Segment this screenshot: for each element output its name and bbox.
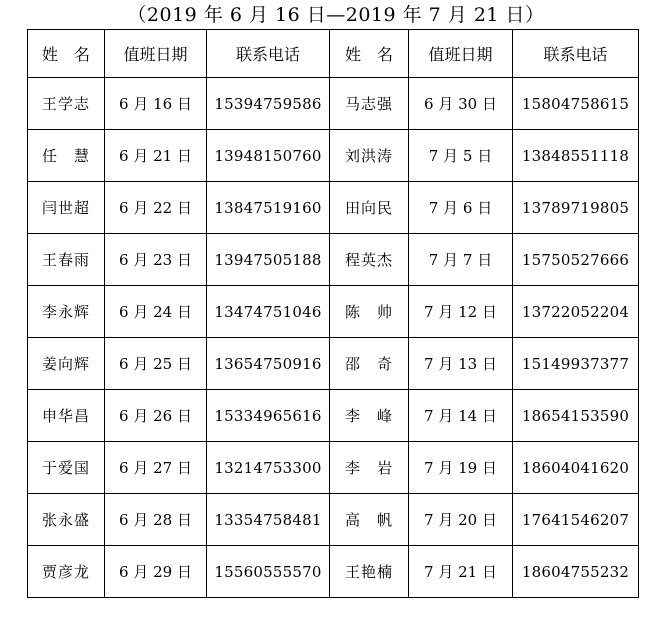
header-name: 姓 名 (330, 30, 409, 78)
table-row (28, 546, 639, 598)
phone-number: 15394759586 (207, 78, 330, 130)
phone-number: 15804758615 (513, 78, 639, 130)
duty-date: 6 月 27 日 (105, 442, 207, 494)
phone-number: 13789719805 (513, 182, 639, 234)
duty-date: 6 月 25 日 (105, 338, 207, 390)
duty-date: 6 月 24 日 (105, 286, 207, 338)
duty-name: 王春雨 (28, 234, 105, 286)
duty-date: 6 月 26 日 (105, 390, 207, 442)
duty-name: 王艳楠 (330, 546, 409, 598)
duty-date: 7 月 5 日 (409, 130, 513, 182)
phone-number: 13214753300 (207, 442, 330, 494)
duty-name: 张永盛 (28, 494, 105, 546)
table-row (28, 286, 639, 338)
duty-date: 6 月 29 日 (105, 546, 207, 598)
schedule-title: （2019 年 6 月 16 日—2019 年 7 月 21 日） (127, 4, 545, 26)
duty-date: 6 月 22 日 (105, 182, 207, 234)
duty-date: 6 月 30 日 (409, 78, 513, 130)
duty-name: 申华昌 (28, 390, 105, 442)
phone-number: 15750527666 (513, 234, 639, 286)
duty-name: 闫世超 (28, 182, 105, 234)
duty-date: 6 月 28 日 (105, 494, 207, 546)
duty-name: 王学志 (28, 78, 105, 130)
phone-number: 15334965616 (207, 390, 330, 442)
duty-name: 马志强 (330, 78, 409, 130)
phone-number: 13948150760 (207, 130, 330, 182)
phone-number: 13947505188 (207, 234, 330, 286)
duty-name: 高 帆 (330, 494, 409, 546)
duty-date: 6 月 23 日 (105, 234, 207, 286)
phone-number: 18604041620 (513, 442, 639, 494)
table-row (28, 234, 639, 286)
duty-table (27, 29, 639, 598)
phone-number: 15149937377 (513, 338, 639, 390)
header-phone: 联系电话 (207, 30, 330, 78)
duty-name: 贾彦龙 (28, 546, 105, 598)
header-phone: 联系电话 (513, 30, 639, 78)
duty-name: 姜向辉 (28, 338, 105, 390)
duty-name: 李 岩 (330, 442, 409, 494)
duty-name: 于爱国 (28, 442, 105, 494)
phone-number: 13474751046 (207, 286, 330, 338)
phone-number: 17641546207 (513, 494, 639, 546)
duty-name: 李永辉 (28, 286, 105, 338)
duty-date: 7 月 6 日 (409, 182, 513, 234)
duty-date: 7 月 20 日 (409, 494, 513, 546)
phone-number: 13354758481 (207, 494, 330, 546)
table-row (28, 78, 639, 130)
duty-name: 任 慧 (28, 130, 105, 182)
phone-number: 13847519160 (207, 182, 330, 234)
phone-number: 18604755232 (513, 546, 639, 598)
duty-date: 7 月 7 日 (409, 234, 513, 286)
duty-date: 7 月 14 日 (409, 390, 513, 442)
duty-name: 程英杰 (330, 234, 409, 286)
table-row (28, 182, 639, 234)
table-row (28, 390, 639, 442)
phone-number: 15560555570 (207, 546, 330, 598)
header-date: 值班日期 (105, 30, 207, 78)
duty-date: 7 月 21 日 (409, 546, 513, 598)
duty-date: 7 月 13 日 (409, 338, 513, 390)
duty-date: 6 月 16 日 (105, 78, 207, 130)
duty-name: 田向民 (330, 182, 409, 234)
table-row (28, 130, 639, 182)
header-name: 姓 名 (28, 30, 105, 78)
phone-number: 13722052204 (513, 286, 639, 338)
duty-date: 7 月 19 日 (409, 442, 513, 494)
table-row (28, 494, 639, 546)
duty-name: 刘洪涛 (330, 130, 409, 182)
phone-number: 13654750916 (207, 338, 330, 390)
phone-number: 13848551118 (513, 130, 639, 182)
table-row (28, 442, 639, 494)
header-row (28, 30, 639, 78)
header-date: 值班日期 (409, 30, 513, 78)
table-row (28, 338, 639, 390)
phone-number: 18654153590 (513, 390, 639, 442)
duty-name: 邵 奇 (330, 338, 409, 390)
duty-date: 6 月 21 日 (105, 130, 207, 182)
duty-name: 李 峰 (330, 390, 409, 442)
duty-name: 陈 帅 (330, 286, 409, 338)
duty-date: 7 月 12 日 (409, 286, 513, 338)
